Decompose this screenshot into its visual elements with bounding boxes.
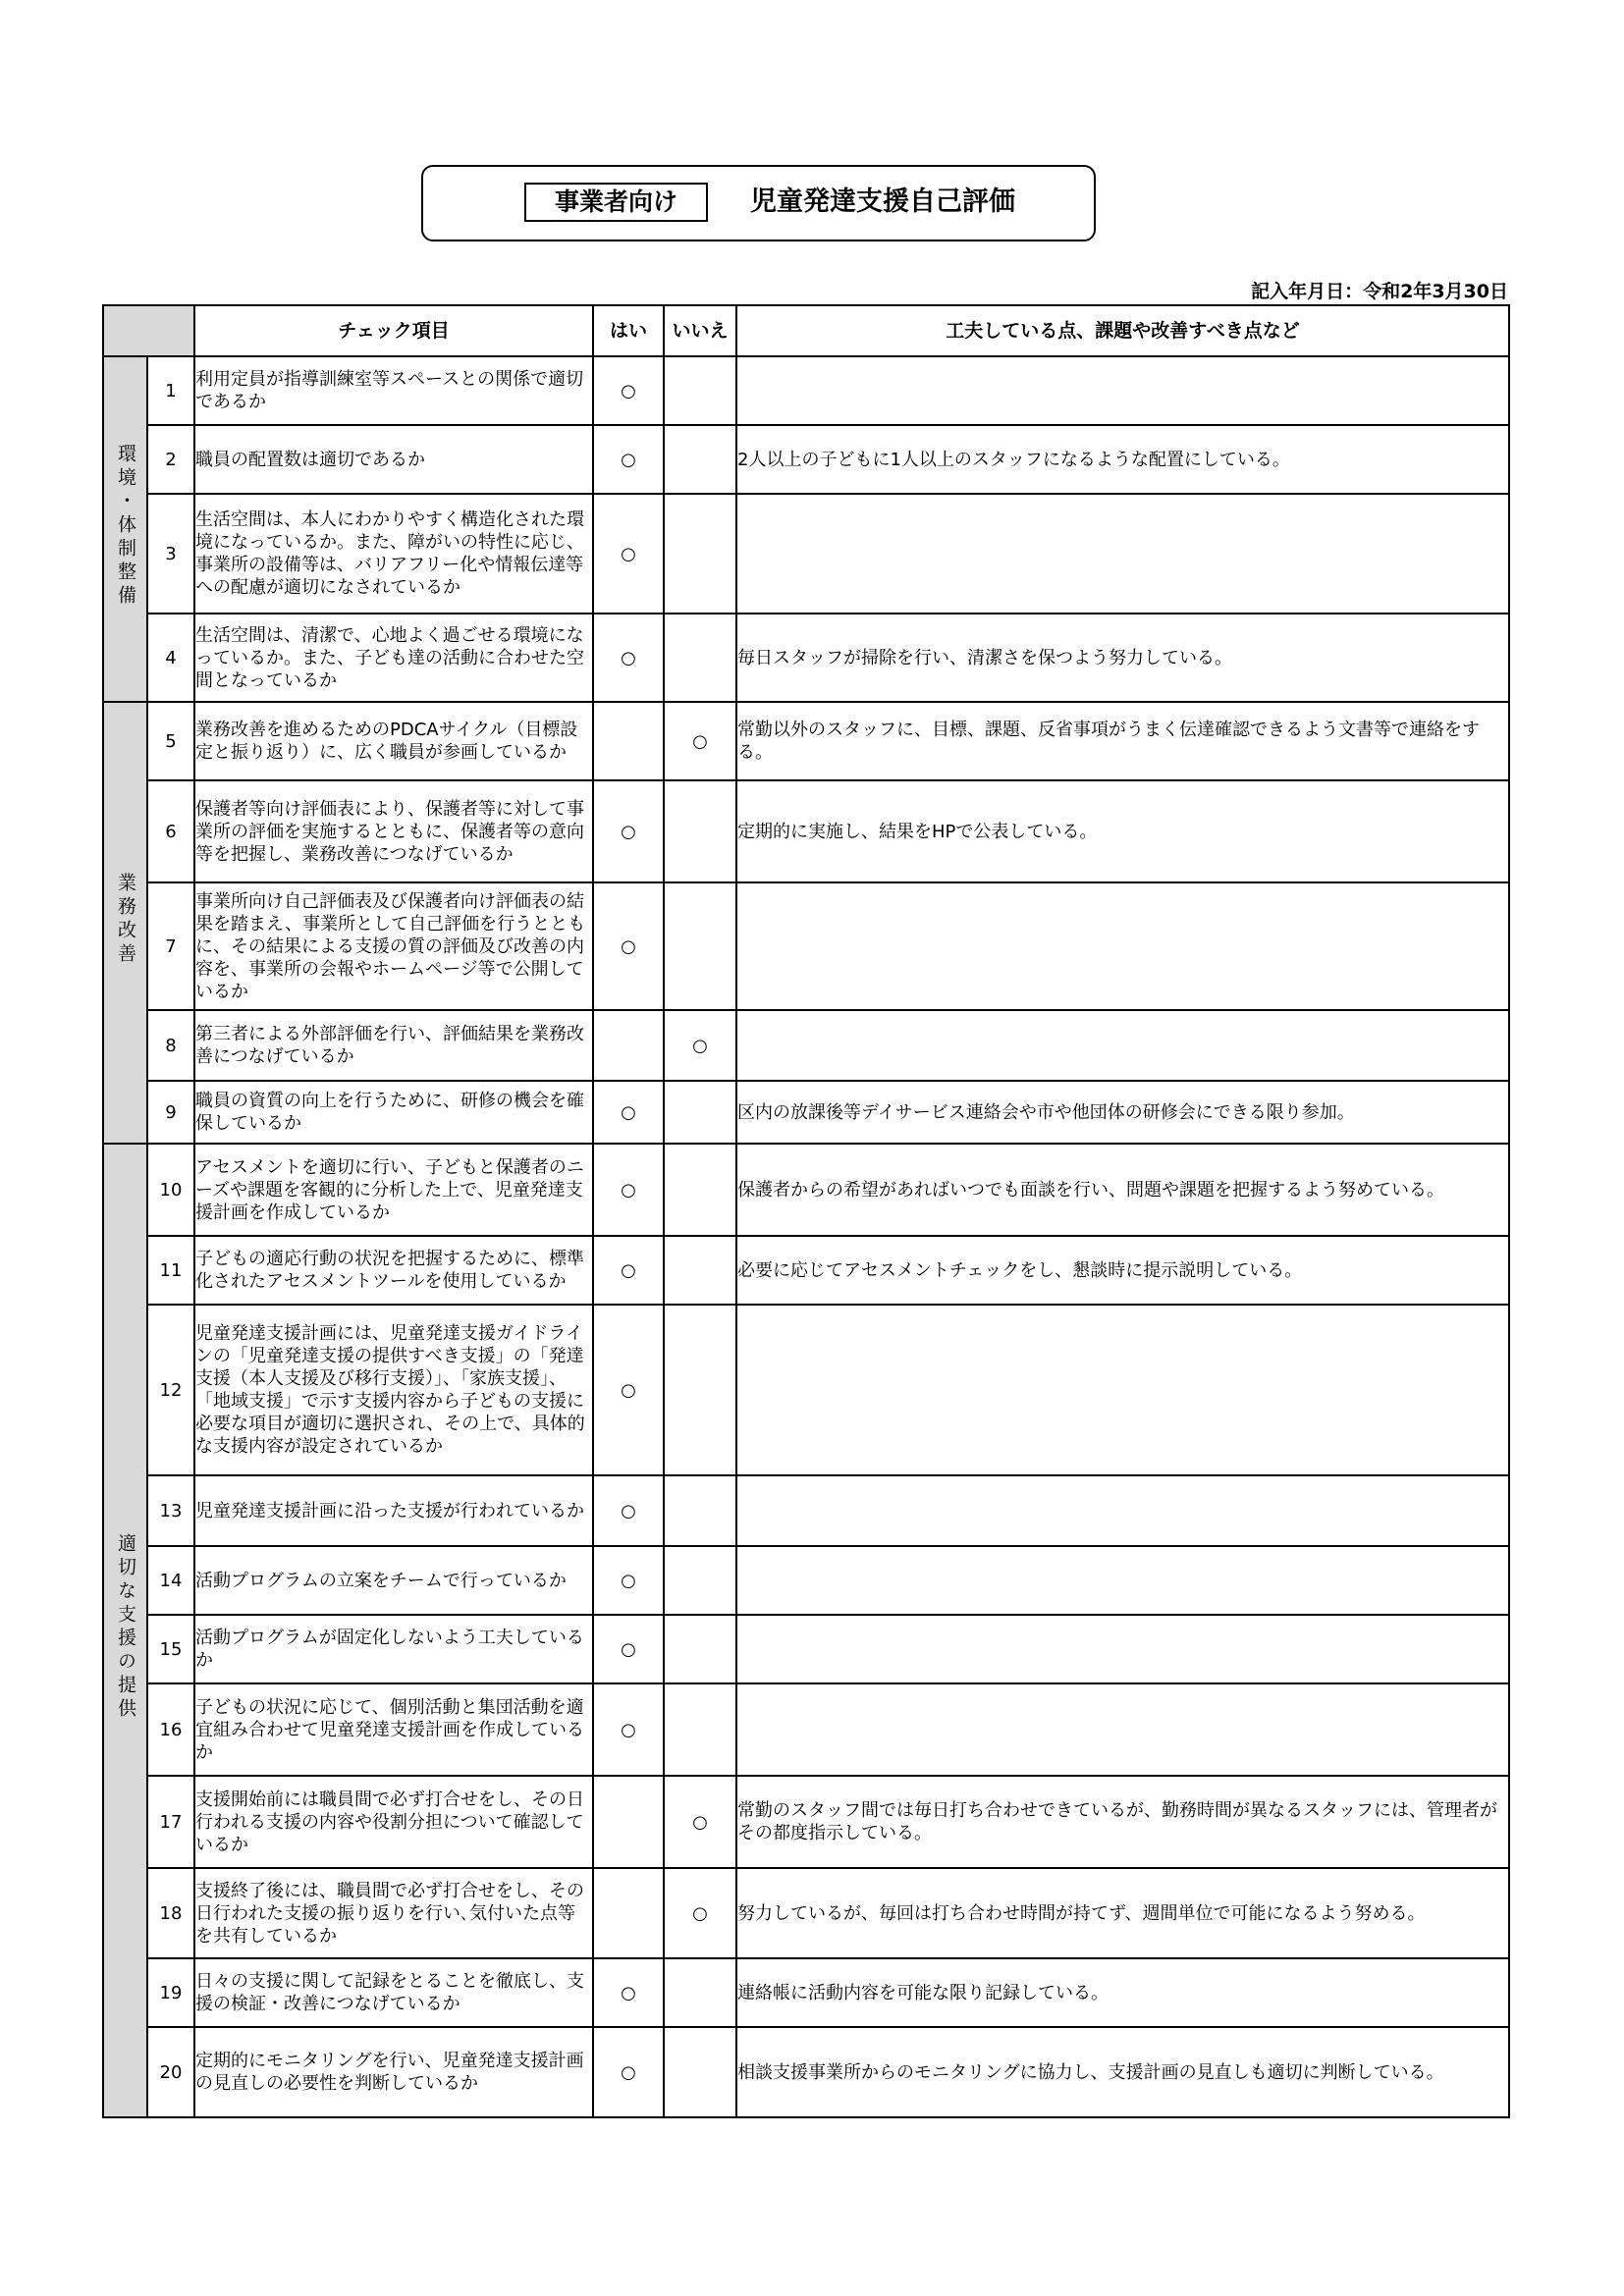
check-item-text: 事業所向け自己評価表及び保護者向け評価表の結果を踏まえ、事業所として自己評価を行うとともに、その結果による支援の質の評価及び改善の内容を、事業所の会報やホームページ等で公開しているか <box>194 882 593 1010</box>
no-mark <box>664 494 736 614</box>
note-text: 定期的に実施し、結果をHPで公表している。 <box>736 780 1509 882</box>
row-number: 8 <box>147 1010 194 1081</box>
note-text <box>736 1305 1509 1475</box>
row-number: 12 <box>147 1305 194 1475</box>
yes-mark: ○ <box>593 1144 664 1236</box>
category-support-provision <box>103 1144 147 2117</box>
header-yes: はい <box>593 305 664 356</box>
note-text <box>736 1546 1509 1615</box>
no-mark: ○ <box>664 702 736 780</box>
yes-mark <box>593 702 664 780</box>
check-item-text: 子どもの状況に応じて、個別活動と集団活動を適宜組み合わせて児童発達支援計画を作成しているか <box>194 1683 593 1776</box>
note-text: 努力しているが、毎回は打ち合わせ時間が持てず、週間単位で可能になるよう努める。 <box>736 1868 1509 1958</box>
row-number: 9 <box>147 1081 194 1144</box>
no-mark <box>664 1615 736 1683</box>
note-text <box>736 1475 1509 1546</box>
title-box <box>421 165 1096 241</box>
row-number: 16 <box>147 1683 194 1776</box>
table-row <box>103 780 1509 882</box>
table-row <box>103 1683 1509 1776</box>
table-row <box>103 1010 1509 1081</box>
header-no: いいえ <box>664 305 736 356</box>
check-item-text: 保護者等向け評価表により、保護者等に対して事業所の評価を実施するとともに、保護者等の意向等を把握し、業務改善につなげているか <box>194 780 593 882</box>
note-text: 2人以上の子どもに1人以上のスタッフになるような配置にしている。 <box>736 425 1509 494</box>
category-label: 環境・体制整備 <box>115 444 136 609</box>
table-row <box>103 1305 1509 1475</box>
no-mark: ○ <box>664 1776 736 1868</box>
note-text: 保護者からの希望があればいつでも面談を行い、問題や課題を把握するよう努めている。 <box>736 1144 1509 1236</box>
header-check-item: チェック項目 <box>194 305 593 356</box>
yes-mark: ○ <box>593 1683 664 1776</box>
header-notes: 工夫している点、課題や改善すべき点など <box>736 305 1509 356</box>
check-item-text: 日々の支援に関して記録をとることを徹底し、支援の検証・改善につなげているか <box>194 1958 593 2027</box>
table-row <box>103 1958 1509 2027</box>
note-text <box>736 882 1509 1010</box>
table-row <box>103 702 1509 780</box>
note-text: 毎日スタッフが掃除を行い、清潔さを保つよう努力している。 <box>736 614 1509 702</box>
yes-mark <box>593 1010 664 1081</box>
check-item-text: 児童発達支援計画に沿った支援が行われているか <box>194 1475 593 1546</box>
check-item-text: 活動プログラムが固定化しないよう工夫しているか <box>194 1615 593 1683</box>
row-number: 14 <box>147 1546 194 1615</box>
title-tag: 事業者向け <box>524 183 708 222</box>
note-text: 必要に応じてアセスメントチェックをし、懇談時に提示説明している。 <box>736 1236 1509 1305</box>
table-row <box>103 1546 1509 1615</box>
yes-mark: ○ <box>593 494 664 614</box>
no-mark <box>664 1475 736 1546</box>
no-mark <box>664 1144 736 1236</box>
check-item-text: 生活空間は、本人にわかりやすく構造化された環境になっているか。また、障がいの特性に応じ、事業所の設備等は、バリアフリー化や情報伝達等への配慮が適切になされているか <box>194 494 593 614</box>
row-number: 10 <box>147 1144 194 1236</box>
evaluation-table <box>102 304 1510 2118</box>
category-label: 適切な支援の提供 <box>115 1533 136 1722</box>
table-row <box>103 494 1509 614</box>
row-number: 3 <box>147 494 194 614</box>
yes-mark: ○ <box>593 882 664 1010</box>
note-text: 区内の放課後等デイサービス連絡会や市や他団体の研修会にできる限り参加。 <box>736 1081 1509 1144</box>
yes-mark: ○ <box>593 1958 664 2027</box>
table-row <box>103 425 1509 494</box>
yes-mark: ○ <box>593 1546 664 1615</box>
row-number: 5 <box>147 702 194 780</box>
table-row <box>103 882 1509 1010</box>
table-row <box>103 614 1509 702</box>
check-item-text: 児童発達支援計画には、児童発達支援ガイドラインの「児童発達支援の提供すべき支援」の「発達支援（本人支援及び移行支援）」、「家族支援」、「地域支援」で示す支援内容から子どもの支援に必要な項目が適切に選択され、その上で、具体的な支援内容が設定されているか <box>194 1305 593 1475</box>
check-item-text: 第三者による外部評価を行い、評価結果を業務改善につなげているか <box>194 1010 593 1081</box>
no-mark <box>664 1305 736 1475</box>
check-item-text: 支援終了後には、職員間で必ず打合せをし、その日行われた支援の振り返りを行い､気付いた点等を共有しているか <box>194 1868 593 1958</box>
no-mark <box>664 614 736 702</box>
row-number: 2 <box>147 425 194 494</box>
table-row <box>103 2027 1509 2117</box>
row-number: 18 <box>147 1868 194 1958</box>
table-row <box>103 1615 1509 1683</box>
no-mark: ○ <box>664 1010 736 1081</box>
check-item-text: 職員の配置数は適切であるか <box>194 425 593 494</box>
check-item-text: 職員の資質の向上を行うために、研修の機会を確保しているか <box>194 1081 593 1144</box>
note-text: 常勤のスタッフ間では毎日打ち合わせできているが、勤務時間が異なるスタッフには、管理者がその都度指示している。 <box>736 1776 1509 1868</box>
table-row <box>103 1144 1509 1236</box>
check-item-text: 活動プログラムの立案をチームで行っているか <box>194 1546 593 1615</box>
category-environment <box>103 356 147 702</box>
check-item-text: 子どもの適応行動の状況を把握するために、標準化されたアセスメントツールを使用しているか <box>194 1236 593 1305</box>
no-mark <box>664 1546 736 1615</box>
yes-mark: ○ <box>593 614 664 702</box>
yes-mark <box>593 1868 664 1958</box>
yes-mark: ○ <box>593 1475 664 1546</box>
note-text <box>736 356 1509 425</box>
row-number: 1 <box>147 356 194 425</box>
note-text <box>736 494 1509 614</box>
row-number: 4 <box>147 614 194 702</box>
row-number: 6 <box>147 780 194 882</box>
yes-mark: ○ <box>593 2027 664 2117</box>
no-mark <box>664 1236 736 1305</box>
entry-date: 記入年月日：令和2年3月30日 <box>1251 281 1508 302</box>
category-label: 業務改善 <box>115 873 136 967</box>
table-row <box>103 1236 1509 1305</box>
row-number: 17 <box>147 1776 194 1868</box>
table-row <box>103 1776 1509 1868</box>
yes-mark: ○ <box>593 1236 664 1305</box>
table-row <box>103 1081 1509 1144</box>
row-number: 20 <box>147 2027 194 2117</box>
note-text <box>736 1010 1509 1081</box>
note-text: 常勤以外のスタッフに、目標、課題、反省事項がうまく伝達確認できるよう文書等で連絡をする。 <box>736 702 1509 780</box>
row-number: 11 <box>147 1236 194 1305</box>
page-title: 児童発達支援自己評価 <box>750 187 1015 217</box>
no-mark <box>664 356 736 425</box>
yes-mark: ○ <box>593 356 664 425</box>
no-mark <box>664 2027 736 2117</box>
header-row <box>103 305 1509 356</box>
yes-mark <box>593 1776 664 1868</box>
yes-mark: ○ <box>593 425 664 494</box>
category-business-improvement <box>103 702 147 1144</box>
yes-mark: ○ <box>593 1615 664 1683</box>
no-mark <box>664 1683 736 1776</box>
note-text <box>736 1683 1509 1776</box>
check-item-text: 生活空間は、清潔で、心地よく過ごせる環境になっているか。また、子ども達の活動に合わせた空間となっているか <box>194 614 593 702</box>
table-row <box>103 1475 1509 1546</box>
check-item-text: アセスメントを適切に行い、子どもと保護者のニーズや課題を客観的に分析した上で、児童発達支援計画を作成しているか <box>194 1144 593 1236</box>
table-row <box>103 356 1509 425</box>
row-number: 19 <box>147 1958 194 2027</box>
yes-mark: ○ <box>593 1081 664 1144</box>
check-item-text: 業務改善を進めるためのPDCAサイクル（目標設定と振り返り）に、広く職員が参画しているか <box>194 702 593 780</box>
check-item-text: 利用定員が指導訓練室等スペースとの関係で適切であるか <box>194 356 593 425</box>
note-text: 連絡帳に活動内容を可能な限り記録している。 <box>736 1958 1509 2027</box>
no-mark <box>664 780 736 882</box>
no-mark <box>664 1081 736 1144</box>
note-text: 相談支援事業所からのモニタリングに協力し、支援計画の見直しも適切に判断している。 <box>736 2027 1509 2117</box>
check-item-text: 定期的にモニタリングを行い、児童発達支援計画の見直しの必要性を判断しているか <box>194 2027 593 2117</box>
note-text <box>736 1615 1509 1683</box>
row-number: 15 <box>147 1615 194 1683</box>
no-mark: ○ <box>664 1868 736 1958</box>
no-mark <box>664 1958 736 2027</box>
row-number: 7 <box>147 882 194 1010</box>
row-number: 13 <box>147 1475 194 1546</box>
yes-mark: ○ <box>593 1305 664 1475</box>
no-mark <box>664 425 736 494</box>
check-item-text: 支援開始前には職員間で必ず打合せをし、その日行われる支援の内容や役割分担について確認しているか <box>194 1776 593 1868</box>
header-corner <box>103 305 194 356</box>
no-mark <box>664 882 736 1010</box>
table-row <box>103 1868 1509 1958</box>
yes-mark: ○ <box>593 780 664 882</box>
